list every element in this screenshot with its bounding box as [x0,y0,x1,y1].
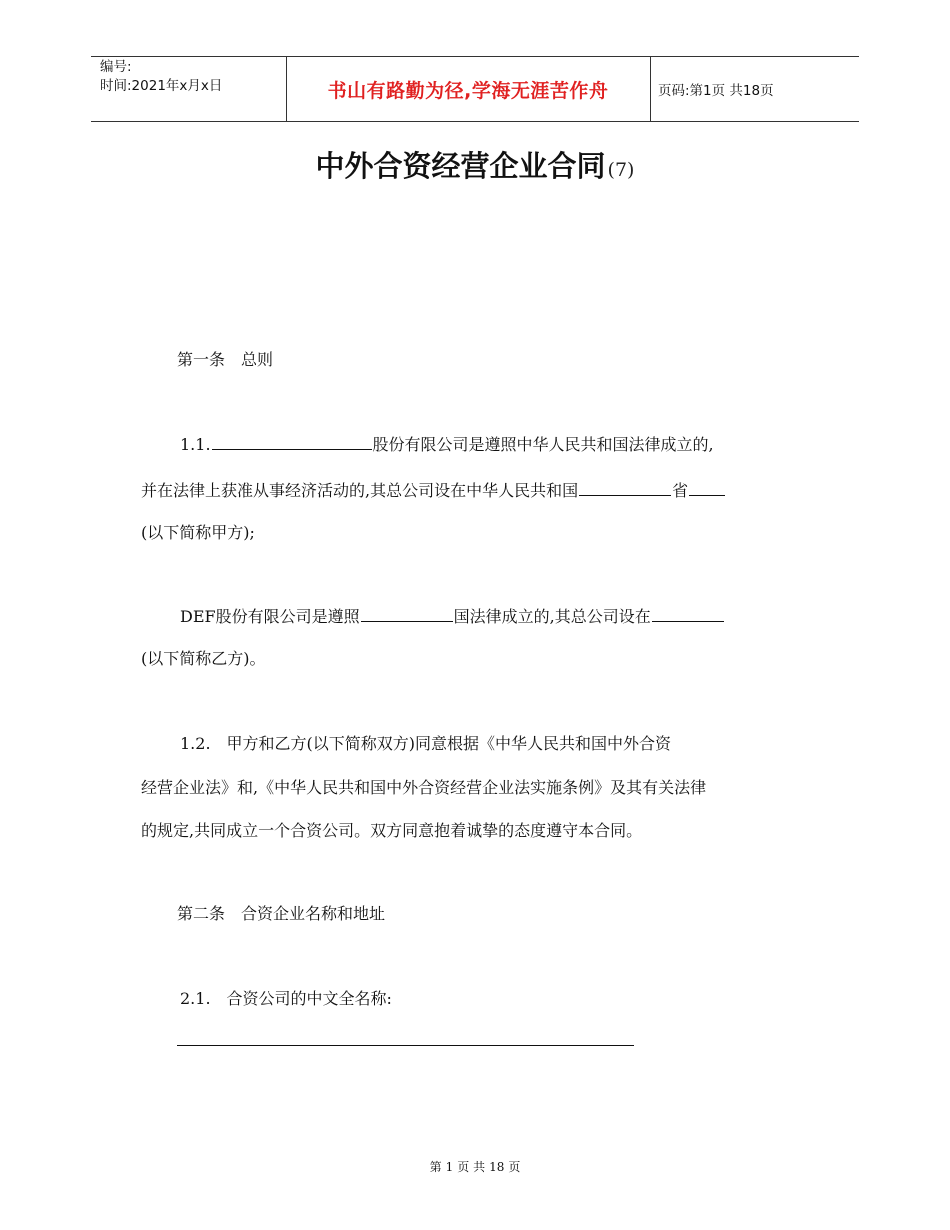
blank-country [361,605,453,622]
document-time-label: 时间:2021年x月x日 [100,78,223,94]
clause-1-2-line-1: 1.2. 甲方和乙方(以下简称双方)同意根据《中华人民共和国中外合资 [180,734,672,753]
clause-1-2-line-3: 的规定,共同成立一个合资公司。双方同意抱着诚挚的态度遵守本合同。 [141,821,643,840]
document-number-label: 编号: [100,59,132,75]
blank-chinese-name-line [177,1045,634,1046]
page-footer [0,1158,950,1175]
article-2-heading: 第二条 合资企业名称和地址 [177,904,386,923]
clause-1-1-line-3: (以下简称甲方); [141,523,255,542]
clause-1-1-line-2 [141,479,726,502]
clause-1-1-line-1 [180,433,714,456]
footer-middle: 页 共 [457,1160,486,1174]
clause-1-1-text-b: 并在法律上获准从事经济活动的,其总公司设在中华人民共和国 [141,481,579,500]
header-bottom-rule [91,121,859,122]
clause-1-1-number: 1.1. [180,435,211,454]
header-info [100,58,222,96]
clause-1-1-text-a: 股份有限公司是遵照中华人民共和国法律成立的, [372,435,714,454]
clause-1-2-line-2: 经营企业法》和,《中华人民共和国中外合资经营企业法实施条例》及其有关法律 [141,778,707,797]
header-divider-right [650,56,651,121]
header-top-rule [91,56,859,57]
footer-total-pages: 18 [489,1160,505,1174]
blank-headquarters [652,605,724,622]
clause-2-1-line: 2.1. 合资公司的中文全名称: [180,989,392,1008]
header-page-label: 页码:第1页 共18页 [658,83,774,99]
blank-province [579,479,671,496]
footer-prefix: 第 [429,1160,442,1174]
clause-1-1-text-c: 省 [672,481,689,500]
party-b-line-2: (以下简称乙方)。 [141,649,266,668]
party-b-text-a: DEF股份有限公司是遵照 [180,607,360,626]
party-b-line-1 [180,605,725,628]
article-1-heading: 第一条 总则 [177,350,274,369]
footer-page-number: 1 [445,1160,454,1174]
document-title [0,144,950,185]
blank-city [689,479,725,496]
title-suffix: (7) [607,159,635,181]
header-motto: 书山有路勤为径,学海无涯苦作舟 [327,80,609,102]
footer-suffix: 页 [508,1160,521,1174]
party-b-text-b: 国法律成立的,其总公司设在 [453,607,651,626]
title-main: 中外合资经营企业合同 [315,149,606,183]
blank-party-a-name [212,433,372,450]
